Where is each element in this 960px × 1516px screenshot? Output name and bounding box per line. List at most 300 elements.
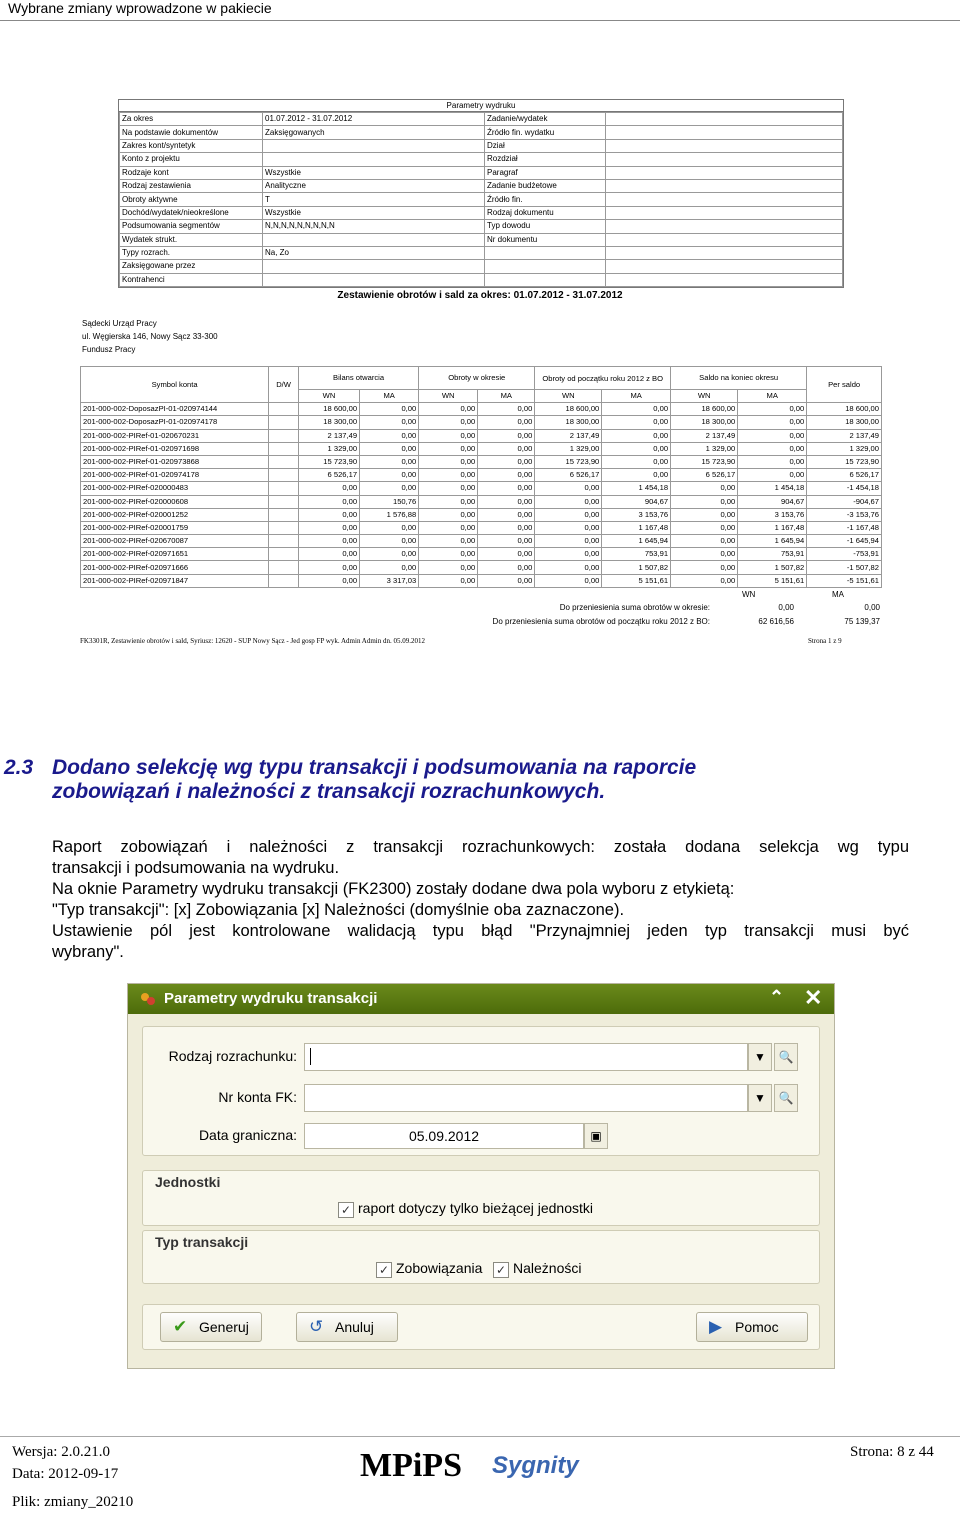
table-cell: 0,00 bbox=[535, 508, 602, 521]
footer-divider bbox=[0, 1436, 960, 1437]
params-cell bbox=[606, 153, 843, 166]
anuluj-button[interactable]: ↺ Anuluj bbox=[296, 1312, 398, 1342]
params-cell: Zadanie budżetowe bbox=[485, 179, 606, 192]
table-cell: 0,00 bbox=[738, 455, 807, 468]
params-row bbox=[120, 166, 843, 179]
table-cell: 201-000-002-PIRef-01-020974178 bbox=[81, 469, 269, 482]
table-cell: 0,00 bbox=[671, 548, 738, 561]
table-cell bbox=[269, 429, 299, 442]
table-cell: -1 507,82 bbox=[807, 561, 882, 574]
table-cell: 201-000-002-PIRef-020000608 bbox=[81, 495, 269, 508]
close-icon[interactable]: ✕ bbox=[804, 985, 823, 1010]
col-ma: MA bbox=[738, 390, 807, 403]
table-cell: 1 329,00 bbox=[298, 442, 359, 455]
table-cell: -904,67 bbox=[807, 495, 882, 508]
table-cell: 1 167,48 bbox=[602, 521, 671, 534]
table-row bbox=[81, 403, 882, 416]
collapse-icon[interactable]: ⌃ bbox=[769, 987, 785, 1007]
table-cell: 0,00 bbox=[419, 535, 478, 548]
table-cell: 0,00 bbox=[535, 521, 602, 534]
table-cell: -5 151,61 bbox=[807, 574, 882, 587]
table-cell: 0,00 bbox=[478, 403, 535, 416]
params-cell bbox=[485, 260, 606, 273]
table-cell: 0,00 bbox=[671, 521, 738, 534]
sum2-wn: 62 616,56 bbox=[758, 617, 794, 626]
para-1-line-1: Raport zobowiązań i należności z transakcji rozrachunkowych: została dodana selekcja wg typu bbox=[52, 838, 909, 856]
table-cell: 1 454,18 bbox=[602, 482, 671, 495]
params-cell: 01.07.2012 - 31.07.2012 bbox=[263, 113, 485, 126]
params-cell bbox=[263, 233, 485, 246]
params-cell bbox=[606, 193, 843, 206]
label-rodzaj: Rodzaj rozrachunku: bbox=[168, 1048, 297, 1064]
table-cell: 0,00 bbox=[478, 442, 535, 455]
sum2-ma: 75 139,37 bbox=[844, 617, 880, 626]
table-cell: 0,00 bbox=[602, 469, 671, 482]
table-cell bbox=[269, 442, 299, 455]
table-cell: 0,00 bbox=[419, 416, 478, 429]
table-cell: 0,00 bbox=[298, 561, 359, 574]
params-cell: Rodzaje kont bbox=[120, 166, 263, 179]
table-cell: 1 454,18 bbox=[738, 482, 807, 495]
table-row bbox=[81, 482, 882, 495]
params-title: Parametry wydruku bbox=[119, 100, 843, 112]
params-cell: Zakres kont/syntetyk bbox=[120, 139, 263, 152]
table-row bbox=[81, 548, 882, 561]
table-row bbox=[81, 561, 882, 574]
table-cell: 0,00 bbox=[602, 455, 671, 468]
table-row bbox=[81, 442, 882, 455]
params-cell bbox=[606, 220, 843, 233]
table-cell: 0,00 bbox=[602, 403, 671, 416]
table-cell: 0,00 bbox=[535, 535, 602, 548]
col-symbol: Symbol konta bbox=[81, 367, 269, 403]
footer-version: Wersja: 2.0.21.0 bbox=[12, 1444, 110, 1460]
table-cell bbox=[269, 482, 299, 495]
table-cell: 0,00 bbox=[360, 535, 419, 548]
print-params-dialog bbox=[127, 983, 835, 1369]
params-cell: Źródło fin. bbox=[485, 193, 606, 206]
footer-page: Strona: 8 z 44 bbox=[850, 1444, 934, 1460]
table-row bbox=[81, 455, 882, 468]
table-cell: 0,00 bbox=[360, 429, 419, 442]
table-cell: 1 507,82 bbox=[602, 561, 671, 574]
params-cell bbox=[263, 139, 485, 152]
table-cell: 0,00 bbox=[478, 455, 535, 468]
table-cell: 1 329,00 bbox=[671, 442, 738, 455]
table-row bbox=[81, 495, 882, 508]
sum1-label: Do przeniesienia suma obrotów w okresie: bbox=[559, 603, 710, 612]
table-row bbox=[81, 469, 882, 482]
konto-search-icon[interactable]: 🔍 bbox=[774, 1084, 798, 1112]
col-wn: WN bbox=[298, 390, 359, 403]
report-footer-right: Strona 1 z 9 bbox=[808, 637, 842, 645]
table-cell: 0,00 bbox=[360, 442, 419, 455]
rodzaj-dropdown-icon[interactable]: ▼ bbox=[748, 1043, 772, 1071]
dialog-title: Parametry wydruku transakcji bbox=[164, 990, 378, 1007]
report-data-table bbox=[80, 366, 882, 588]
table-cell: 0,00 bbox=[671, 508, 738, 521]
table-cell: 0,00 bbox=[478, 495, 535, 508]
header-divider bbox=[0, 20, 960, 21]
table-cell: 0,00 bbox=[535, 548, 602, 561]
rodzaj-input[interactable] bbox=[304, 1043, 748, 1071]
table-cell: 0,00 bbox=[419, 455, 478, 468]
sum2-label: Do przeniesienia suma obrotów od początku roku 2012 z BO: bbox=[492, 617, 710, 626]
naleznosci-label: Należności bbox=[513, 1260, 582, 1276]
sum-ma-label: MA bbox=[832, 590, 844, 599]
table-cell bbox=[269, 508, 299, 521]
table-cell: 0,00 bbox=[298, 535, 359, 548]
institution-address: ul. Węgierska 146, Nowy Sącz 33-300 bbox=[82, 332, 218, 341]
table-cell: 0,00 bbox=[360, 469, 419, 482]
report-footer-left: FK3301R, Zestawienie obrotów i sald, Syriusz: 12620 - SUP Nowy Sącz - Jed gosp FP wyk. Admin Admin dn. 05.09.2012 bbox=[80, 637, 426, 645]
jednostki-heading: Jednostki bbox=[155, 1174, 221, 1190]
konto-input[interactable] bbox=[304, 1084, 748, 1112]
data-graniczna-input[interactable]: 05.09.2012 bbox=[304, 1123, 584, 1149]
table-row bbox=[81, 429, 882, 442]
institution-block bbox=[82, 317, 218, 356]
table-cell bbox=[269, 535, 299, 548]
zobowiazania-checkbox[interactable]: ✓ bbox=[376, 1262, 392, 1278]
table-cell: 0,00 bbox=[602, 429, 671, 442]
table-cell: 15 723,90 bbox=[535, 455, 602, 468]
help-icon: ▶ bbox=[709, 1317, 723, 1336]
table-cell: 201-000-002-PIRef-01-020973868 bbox=[81, 455, 269, 468]
table-cell: 1 645,94 bbox=[602, 535, 671, 548]
params-cell bbox=[606, 260, 843, 273]
col-wn: WN bbox=[419, 390, 478, 403]
table-cell: 1 576,88 bbox=[360, 508, 419, 521]
params-cell bbox=[606, 246, 843, 259]
table-cell: 201-000-002-PIRef-01-020670231 bbox=[81, 429, 269, 442]
table-cell: 15 723,90 bbox=[298, 455, 359, 468]
params-cell: Wszystkie bbox=[263, 206, 485, 219]
table-cell: 2 137,49 bbox=[298, 429, 359, 442]
table-cell: 0,00 bbox=[671, 561, 738, 574]
table-cell: 201-000-002-DoposazPI-01-020974144 bbox=[81, 403, 269, 416]
table-cell: 1 167,48 bbox=[738, 521, 807, 534]
table-cell: 18 600,00 bbox=[535, 403, 602, 416]
params-cell bbox=[263, 260, 485, 273]
table-cell: 0,00 bbox=[671, 535, 738, 548]
table-cell: 201-000-002-PIRef-020001759 bbox=[81, 521, 269, 534]
table-cell: 201-000-002-DoposazPI-01-020974178 bbox=[81, 416, 269, 429]
table-cell: 0,00 bbox=[535, 482, 602, 495]
table-cell bbox=[269, 403, 299, 416]
table-cell: 0,00 bbox=[360, 548, 419, 561]
params-cell bbox=[263, 153, 485, 166]
table-cell: 0,00 bbox=[478, 561, 535, 574]
table-cell: 150,76 bbox=[360, 495, 419, 508]
params-cell: Typy rozrach. bbox=[120, 246, 263, 259]
table-cell: 0,00 bbox=[298, 548, 359, 561]
params-cell: T bbox=[263, 193, 485, 206]
table-cell: 0,00 bbox=[478, 416, 535, 429]
rodzaj-search-icon[interactable]: 🔍 bbox=[774, 1043, 798, 1071]
table-cell: -1 645,94 bbox=[807, 535, 882, 548]
table-cell: 1 329,00 bbox=[535, 442, 602, 455]
params-cell: Zadanie/wydatek bbox=[485, 113, 606, 126]
params-cell: Zaksięgowanych bbox=[263, 126, 485, 139]
table-row bbox=[81, 535, 882, 548]
params-cell bbox=[606, 233, 843, 246]
col-wn: WN bbox=[671, 390, 738, 403]
table-cell: 0,00 bbox=[419, 548, 478, 561]
table-cell: 201-000-002-PIRef-020670087 bbox=[81, 535, 269, 548]
table-cell: 0,00 bbox=[298, 574, 359, 587]
table-cell bbox=[269, 561, 299, 574]
table-cell: 18 600,00 bbox=[298, 403, 359, 416]
params-cell: Rozdział bbox=[485, 153, 606, 166]
table-cell: 201-000-002-PIRef-020971666 bbox=[81, 561, 269, 574]
table-row bbox=[81, 508, 882, 521]
params-row bbox=[120, 206, 843, 219]
params-cell: Kontrahenci bbox=[120, 273, 263, 286]
table-cell: 0,00 bbox=[478, 535, 535, 548]
table-cell: -3 153,76 bbox=[807, 508, 882, 521]
mpips-logo: MPiPS bbox=[360, 1447, 462, 1484]
check-icon: ✔ bbox=[173, 1317, 188, 1336]
table-cell: 0,00 bbox=[419, 442, 478, 455]
sum1-ma: 0,00 bbox=[864, 603, 880, 612]
table-cell: 3 317,03 bbox=[360, 574, 419, 587]
table-cell: 18 300,00 bbox=[535, 416, 602, 429]
table-cell: 0,00 bbox=[360, 403, 419, 416]
table-cell: 18 600,00 bbox=[671, 403, 738, 416]
table-cell: 0,00 bbox=[535, 574, 602, 587]
table-cell: 0,00 bbox=[360, 455, 419, 468]
params-cell bbox=[606, 166, 843, 179]
table-cell: 3 153,76 bbox=[738, 508, 807, 521]
table-cell: 201-000-002-PIRef-020001252 bbox=[81, 508, 269, 521]
para-3-line-1: Ustawienie pól jest kontrolowane walidacją typu błąd "Przynajmniej jeden typ transakcji musi być bbox=[52, 922, 909, 940]
table-cell: 0,00 bbox=[602, 416, 671, 429]
table-cell: 0,00 bbox=[360, 521, 419, 534]
params-cell: Rodzaj zestawienia bbox=[120, 179, 263, 192]
table-cell: 0,00 bbox=[738, 442, 807, 455]
sum-wn-label: WN bbox=[742, 590, 756, 599]
table-cell: 1 507,82 bbox=[738, 561, 807, 574]
table-cell: 0,00 bbox=[478, 521, 535, 534]
params-cell bbox=[606, 139, 843, 152]
section-number: 2.3 bbox=[4, 756, 34, 779]
col-wn: WN bbox=[535, 390, 602, 403]
table-cell: 1 645,94 bbox=[738, 535, 807, 548]
params-cell: Za okres bbox=[120, 113, 263, 126]
table-cell: 1 329,00 bbox=[807, 442, 882, 455]
params-cell: Źródło fin. wydatku bbox=[485, 126, 606, 139]
params-row bbox=[120, 113, 843, 126]
table-cell: -753,91 bbox=[807, 548, 882, 561]
table-cell: 0,00 bbox=[738, 403, 807, 416]
params-cell: Analityczne bbox=[263, 179, 485, 192]
table-cell: 904,67 bbox=[602, 495, 671, 508]
institution-fund: Fundusz Pracy bbox=[82, 345, 136, 354]
col-ma: MA bbox=[478, 390, 535, 403]
table-cell: 6 526,17 bbox=[298, 469, 359, 482]
table-cell: 0,00 bbox=[360, 416, 419, 429]
table-cell: 5 151,61 bbox=[602, 574, 671, 587]
params-cell: Wszystkie bbox=[263, 166, 485, 179]
params-cell: Typ dowodu bbox=[485, 220, 606, 233]
table-cell: 0,00 bbox=[602, 442, 671, 455]
table-row bbox=[81, 416, 882, 429]
section-heading bbox=[4, 756, 954, 804]
table-cell: 0,00 bbox=[298, 521, 359, 534]
params-row bbox=[120, 179, 843, 192]
app-icon bbox=[140, 991, 156, 1007]
table-cell: 201-000-002-PIRef-01-020971698 bbox=[81, 442, 269, 455]
params-cell: Obroty aktywne bbox=[120, 193, 263, 206]
table-cell: 6 526,17 bbox=[535, 469, 602, 482]
table-cell: 2 137,49 bbox=[671, 429, 738, 442]
table-cell: 0,00 bbox=[298, 508, 359, 521]
generuj-button[interactable]: ✔ Generuj bbox=[160, 1312, 262, 1342]
params-cell: Rodzaj dokumentu bbox=[485, 206, 606, 219]
para-2-line-1: Na oknie Parametry wydruku transakcji (FK2300) zostały dodane dwa pola wyboru z etykietą: bbox=[52, 880, 735, 898]
table-cell: 2 137,49 bbox=[807, 429, 882, 442]
table-cell: 18 300,00 bbox=[671, 416, 738, 429]
table-cell: 0,00 bbox=[419, 521, 478, 534]
params-row bbox=[120, 233, 843, 246]
table-cell: 18 300,00 bbox=[298, 416, 359, 429]
table-cell: 3 153,76 bbox=[602, 508, 671, 521]
table-cell: 18 300,00 bbox=[807, 416, 882, 429]
jednostka-label: raport dotyczy tylko bieżącej jednostki bbox=[358, 1200, 593, 1216]
table-cell: 2 137,49 bbox=[535, 429, 602, 442]
footer-file: Plik: zmiany_20210 bbox=[12, 1494, 134, 1510]
para-2-line-2: "Typ transakcji": [x] Zobowiązania [x] Należności (domyślnie oba zaznaczone). bbox=[52, 901, 625, 919]
table-cell bbox=[269, 548, 299, 561]
jednostki-panel bbox=[142, 1170, 820, 1226]
section-title-2: zobowiązań i należności z transakcji rozrachunkowych. bbox=[52, 780, 606, 803]
label-data: Data graniczna: bbox=[198, 1127, 297, 1143]
para-1-line-2: transakcji i podsumowania na wydruku. bbox=[52, 859, 340, 877]
table-cell: 18 600,00 bbox=[807, 403, 882, 416]
report-rows bbox=[81, 403, 882, 588]
konto-dropdown-icon[interactable]: ▼ bbox=[748, 1084, 772, 1112]
table-cell: 0,00 bbox=[671, 482, 738, 495]
table-cell: 753,91 bbox=[738, 548, 807, 561]
table-cell bbox=[269, 574, 299, 587]
report-params-table bbox=[118, 99, 844, 288]
label-konto: Nr konta FK: bbox=[218, 1089, 297, 1105]
params-cell bbox=[606, 206, 843, 219]
table-cell: 0,00 bbox=[478, 548, 535, 561]
table-cell: 0,00 bbox=[478, 429, 535, 442]
pomoc-button[interactable]: ▶ Pomoc bbox=[696, 1312, 808, 1342]
col-dw: D/W bbox=[269, 367, 299, 403]
params-cell bbox=[606, 179, 843, 192]
table-cell: 0,00 bbox=[419, 469, 478, 482]
table-row bbox=[81, 521, 882, 534]
table-cell: 5 151,61 bbox=[738, 574, 807, 587]
jednostka-checkbox[interactable]: ✓ bbox=[338, 1202, 354, 1218]
table-cell: 0,00 bbox=[419, 482, 478, 495]
params-row bbox=[120, 126, 843, 139]
col-saldo: Saldo na koniec okresu bbox=[671, 367, 807, 390]
table-cell: 0,00 bbox=[298, 495, 359, 508]
table-cell bbox=[269, 521, 299, 534]
table-cell: 0,00 bbox=[478, 508, 535, 521]
table-cell: 0,00 bbox=[738, 416, 807, 429]
document-header-title: Wybrane zmiany wprowadzone w pakiecie bbox=[8, 0, 272, 16]
table-cell: 15 723,90 bbox=[807, 455, 882, 468]
table-cell: 0,00 bbox=[478, 469, 535, 482]
summary-title: Zestawienie obrotów i sald za okres: 01.07.2012 - 31.07.2012 bbox=[337, 290, 623, 301]
params-cell: Podsumowania segmentów bbox=[120, 220, 263, 233]
params-cell bbox=[606, 113, 843, 126]
table-cell: 0,00 bbox=[419, 561, 478, 574]
params-row bbox=[120, 139, 843, 152]
params-cell: Dochód/wydatek/nieokreślone bbox=[120, 206, 263, 219]
table-cell: 0,00 bbox=[535, 495, 602, 508]
table-cell: 6 526,17 bbox=[807, 469, 882, 482]
para-3-line-2: wybrany". bbox=[52, 943, 124, 961]
undo-icon: ↺ bbox=[309, 1317, 324, 1336]
table-cell: 0,00 bbox=[298, 482, 359, 495]
col-bilans: Bilans otwarcia bbox=[298, 367, 418, 390]
table-cell: 0,00 bbox=[419, 429, 478, 442]
params-cell bbox=[263, 273, 485, 286]
calendar-icon[interactable]: ▣ bbox=[584, 1123, 608, 1149]
col-obroty: Obroty w okresie bbox=[419, 367, 535, 390]
table-cell: -1 454,18 bbox=[807, 482, 882, 495]
table-cell: 0,00 bbox=[360, 561, 419, 574]
table-cell: 0,00 bbox=[671, 574, 738, 587]
params-cell bbox=[606, 273, 843, 286]
params-cell bbox=[606, 126, 843, 139]
table-cell: 201-000-002-PIRef-020971651 bbox=[81, 548, 269, 561]
table-cell: 201-000-002-PIRef-020971847 bbox=[81, 574, 269, 587]
col-per-saldo: Per saldo bbox=[807, 367, 882, 403]
params-cell: Dział bbox=[485, 139, 606, 152]
params-cell: Zaksięgowane przez bbox=[120, 260, 263, 273]
table-cell: 904,67 bbox=[738, 495, 807, 508]
table-cell bbox=[269, 495, 299, 508]
params-cell: Wydatek strukt. bbox=[120, 233, 263, 246]
table-row bbox=[81, 574, 882, 587]
params-row bbox=[120, 193, 843, 206]
params-body bbox=[120, 113, 843, 287]
table-cell: 0,00 bbox=[535, 561, 602, 574]
table-cell: 0,00 bbox=[360, 482, 419, 495]
table-cell: 0,00 bbox=[419, 495, 478, 508]
params-cell bbox=[485, 273, 606, 286]
institution-name: Sądecki Urząd Pracy bbox=[82, 319, 157, 328]
table-cell: 201-000-002-PIRef-020000483 bbox=[81, 482, 269, 495]
col-ma: MA bbox=[360, 390, 419, 403]
params-cell: N,N,N,N,N,N,N,N,N bbox=[263, 220, 485, 233]
table-cell: 0,00 bbox=[419, 403, 478, 416]
table-cell: 0,00 bbox=[478, 482, 535, 495]
typ-heading: Typ transakcji bbox=[155, 1234, 249, 1250]
params-cell: Na, Zo bbox=[263, 246, 485, 259]
table-cell: 0,00 bbox=[738, 429, 807, 442]
table-cell: 15 723,90 bbox=[671, 455, 738, 468]
naleznosci-checkbox[interactable]: ✓ bbox=[493, 1262, 509, 1278]
section-title-1: Dodano selekcję wg typu transakcji i podsumowania na raporcie bbox=[52, 756, 697, 779]
sum1-wn: 0,00 bbox=[778, 603, 794, 612]
params-cell: Nr dokumentu bbox=[485, 233, 606, 246]
zobowiazania-label: Zobowiązania bbox=[396, 1260, 483, 1276]
params-row bbox=[120, 260, 843, 273]
params-row bbox=[120, 246, 843, 259]
table-cell: -1 167,48 bbox=[807, 521, 882, 534]
dialog-titlebar[interactable] bbox=[128, 984, 834, 1014]
table-cell: 6 526,17 bbox=[671, 469, 738, 482]
table-cell bbox=[269, 469, 299, 482]
